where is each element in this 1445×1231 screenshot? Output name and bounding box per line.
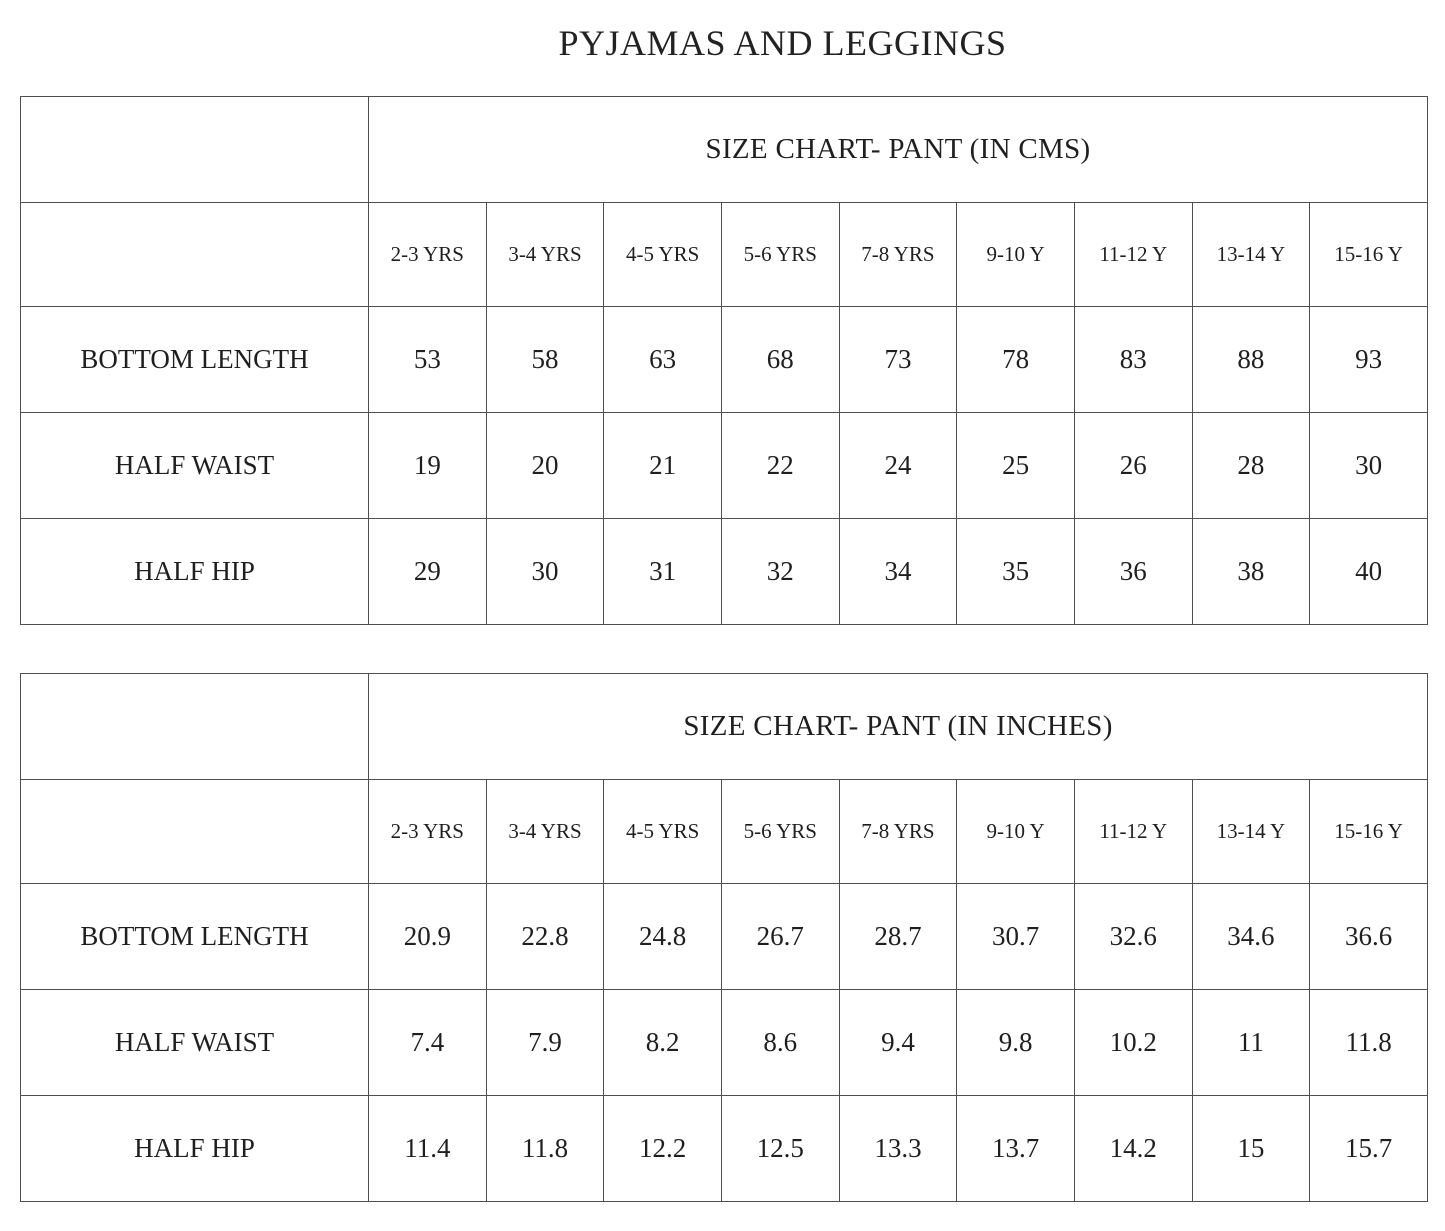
size-value-cell: 9.8 bbox=[957, 990, 1075, 1096]
size-col-header: 9-10 Y bbox=[957, 203, 1075, 307]
size-chart-table-cms bbox=[20, 96, 1428, 625]
size-col-header: 15-16 Y bbox=[1310, 203, 1428, 307]
size-value-cell: 88 bbox=[1192, 307, 1310, 413]
size-value-cell: 15 bbox=[1192, 1096, 1310, 1202]
size-value-cell: 29 bbox=[369, 519, 487, 625]
size-value-cell: 8.6 bbox=[721, 990, 839, 1096]
size-col-header: 3-4 YRS bbox=[486, 203, 604, 307]
size-col-header: 13-14 Y bbox=[1192, 780, 1310, 884]
size-value-cell: 31 bbox=[604, 519, 722, 625]
size-value-cell: 32.6 bbox=[1074, 884, 1192, 990]
size-value-cell: 35 bbox=[957, 519, 1075, 625]
size-value-cell: 30 bbox=[1310, 413, 1428, 519]
size-value-cell: 73 bbox=[839, 307, 957, 413]
size-value-cell: 93 bbox=[1310, 307, 1428, 413]
size-value-cell: 34.6 bbox=[1192, 884, 1310, 990]
size-value-cell: 28 bbox=[1192, 413, 1310, 519]
size-header-row bbox=[21, 780, 1428, 884]
size-value-cell: 15.7 bbox=[1310, 1096, 1428, 1202]
size-value-cell: 8.2 bbox=[604, 990, 722, 1096]
size-col-header: 11-12 Y bbox=[1074, 203, 1192, 307]
size-value-cell: 58 bbox=[486, 307, 604, 413]
table-row bbox=[21, 519, 1428, 625]
size-col-header: 5-6 YRS bbox=[721, 203, 839, 307]
table-row bbox=[21, 990, 1428, 1096]
size-value-cell: 63 bbox=[604, 307, 722, 413]
size-value-cell: 32 bbox=[721, 519, 839, 625]
size-value-cell: 68 bbox=[721, 307, 839, 413]
size-value-cell: 9.4 bbox=[839, 990, 957, 1096]
corner-cell-empty bbox=[21, 674, 369, 780]
size-value-cell: 28.7 bbox=[839, 884, 957, 990]
size-header-row bbox=[21, 203, 1428, 307]
table-row bbox=[21, 884, 1428, 990]
size-col-header: 15-16 Y bbox=[1310, 780, 1428, 884]
corner-cell-empty bbox=[21, 203, 369, 307]
table-caption: SIZE CHART- PANT (IN INCHES) bbox=[369, 674, 1428, 780]
size-value-cell: 36 bbox=[1074, 519, 1192, 625]
corner-cell-empty bbox=[21, 780, 369, 884]
size-value-cell: 22.8 bbox=[486, 884, 604, 990]
size-value-cell: 26 bbox=[1074, 413, 1192, 519]
size-value-cell: 40 bbox=[1310, 519, 1428, 625]
size-value-cell: 11.8 bbox=[486, 1096, 604, 1202]
size-col-header: 2-3 YRS bbox=[369, 203, 487, 307]
size-value-cell: 30.7 bbox=[957, 884, 1075, 990]
row-label: BOTTOM LENGTH bbox=[21, 884, 369, 990]
size-value-cell: 11.8 bbox=[1310, 990, 1428, 1096]
size-col-header: 9-10 Y bbox=[957, 780, 1075, 884]
table-row bbox=[21, 307, 1428, 413]
row-label: HALF HIP bbox=[21, 1096, 369, 1202]
size-value-cell: 7.9 bbox=[486, 990, 604, 1096]
size-col-header: 2-3 YRS bbox=[369, 780, 487, 884]
size-value-cell: 7.4 bbox=[369, 990, 487, 1096]
caption-row bbox=[21, 674, 1428, 780]
size-value-cell: 36.6 bbox=[1310, 884, 1428, 990]
size-value-cell: 11 bbox=[1192, 990, 1310, 1096]
corner-cell-empty bbox=[21, 97, 369, 203]
size-value-cell: 20.9 bbox=[369, 884, 487, 990]
size-chart-table-inches bbox=[20, 673, 1428, 1202]
size-col-header: 7-8 YRS bbox=[839, 780, 957, 884]
size-col-header: 13-14 Y bbox=[1192, 203, 1310, 307]
size-value-cell: 13.7 bbox=[957, 1096, 1075, 1202]
size-value-cell: 78 bbox=[957, 307, 1075, 413]
size-col-header: 4-5 YRS bbox=[604, 780, 722, 884]
size-value-cell: 14.2 bbox=[1074, 1096, 1192, 1202]
table-row bbox=[21, 413, 1428, 519]
size-value-cell: 13.3 bbox=[839, 1096, 957, 1202]
size-value-cell: 25 bbox=[957, 413, 1075, 519]
size-value-cell: 12.2 bbox=[604, 1096, 722, 1202]
size-value-cell: 19 bbox=[369, 413, 487, 519]
table-row bbox=[21, 1096, 1428, 1202]
size-value-cell: 30 bbox=[486, 519, 604, 625]
size-value-cell: 11.4 bbox=[369, 1096, 487, 1202]
size-value-cell: 10.2 bbox=[1074, 990, 1192, 1096]
size-value-cell: 24 bbox=[839, 413, 957, 519]
size-value-cell: 34 bbox=[839, 519, 957, 625]
size-col-header: 7-8 YRS bbox=[839, 203, 957, 307]
page-title: PYJAMAS AND LEGGINGS bbox=[558, 23, 1007, 63]
size-value-cell: 24.8 bbox=[604, 884, 722, 990]
size-value-cell: 12.5 bbox=[721, 1096, 839, 1202]
size-col-header: 4-5 YRS bbox=[604, 203, 722, 307]
row-label: HALF HIP bbox=[21, 519, 369, 625]
caption-row bbox=[21, 97, 1428, 203]
size-value-cell: 83 bbox=[1074, 307, 1192, 413]
size-value-cell: 22 bbox=[721, 413, 839, 519]
size-value-cell: 21 bbox=[604, 413, 722, 519]
size-value-cell: 26.7 bbox=[721, 884, 839, 990]
size-value-cell: 38 bbox=[1192, 519, 1310, 625]
size-col-header: 3-4 YRS bbox=[486, 780, 604, 884]
size-value-cell: 53 bbox=[369, 307, 487, 413]
row-label: HALF WAIST bbox=[21, 413, 369, 519]
size-col-header: 5-6 YRS bbox=[721, 780, 839, 884]
table-caption: SIZE CHART- PANT (IN CMS) bbox=[369, 97, 1428, 203]
row-label: BOTTOM LENGTH bbox=[21, 307, 369, 413]
size-value-cell: 20 bbox=[486, 413, 604, 519]
row-label: HALF WAIST bbox=[21, 990, 369, 1096]
size-col-header: 11-12 Y bbox=[1074, 780, 1192, 884]
